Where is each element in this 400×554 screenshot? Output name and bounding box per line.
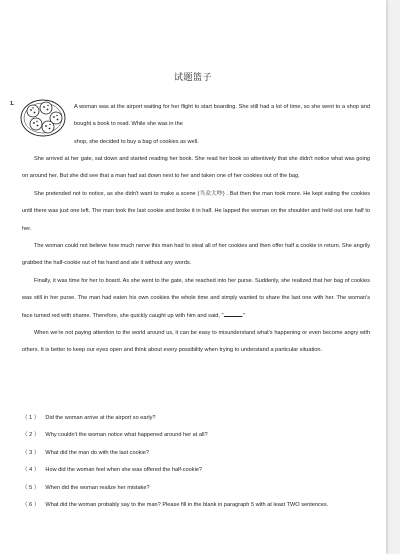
paragraph-1-first: A woman was at the airport waiting for her flight to start boarding. She still had a lot of time, so she went to a shop and bought a book to read. While she was in the [74,104,370,128]
question-item-number: （ 2 ） [22,432,40,439]
question-list [22,410,370,514]
paragraph-5-text: Finally, it was time for her to board. As she went to the gate, she reached into her purse. Suddenly, she realized that her bag of cookies was still in her purse. The man had eaten his own cookies the whole time and simply wanted to share the last one with her. The woman's face turned red with shame. Therefore, she quickly caught up with him and said, " [22,277,370,319]
question-item [22,410,370,427]
paragraph-6: When we're not paying attention to the world around us, it can be easy to misunderstand what's happening or even become angry with others. It is better to keep our eyes open and think about every possibility when trying to understand a particular situation. [22,330,370,354]
paragraph-4: The woman could not believe how much nerve this man had to steal all of her cookies and then offer half a cookie in return. She angrily grabbed the half-cookie out of his hand and ate it without any words. [22,243,370,267]
paragraph-1-last: shop, she decided to buy a bag of cookies as well. [74,139,199,145]
passage-body [22,151,370,360]
page-title: 试题篮子 [173,72,212,82]
paragraph-2: She arrived at her gate, sat down and started reading her book. She read her book so attentively that she didn't notice what was going on around her. But she did see that a man had sat down next to her and taken one of her cookies out of the bag. [22,156,370,180]
question-number: 1. [10,101,15,107]
answer-blank [224,312,242,317]
question-item-number: （ 4 ） [22,467,40,474]
question-item [22,445,370,462]
question-item [22,480,370,497]
question-item-text: How did the woman feel when she was offered the half-cookie? [45,467,203,474]
paragraph-5 [22,273,370,325]
question-item-number: （ 1 ） [22,415,40,421]
question-item-number: （ 5 ） [22,484,40,491]
question-item-text: What did the woman probably say to the man? Please fill in the blank in paragraph 5 with at least TWO sentences. [45,502,329,509]
question-item [22,427,370,444]
question-item-number: （ 6 ） [22,502,40,509]
paragraph-5-end: ." [241,312,246,319]
question-item-number: （ 3 ） [22,449,40,456]
question-item-text: What did the man do with the last cookie? [45,449,149,456]
question-item-text: Why couldn't the woman notice what happened around her at all? [45,432,208,439]
cookies-plate-image [19,96,67,138]
question-item [22,497,370,514]
paragraph-3: She pretended not to notice, as she didn't want to make a scene (当众大吵) . But then the man took more. He kept eating the cookies until there was just one left. The man took the last cookie and broke it in half. He lapped the woman on the shoulder and held out one half to her. [22,190,370,232]
question-item-text: When did the woman realize her mistake? [45,484,150,491]
question-item [22,462,370,479]
question-item-text: Did the woman arrive at the airport so early? [45,415,156,421]
